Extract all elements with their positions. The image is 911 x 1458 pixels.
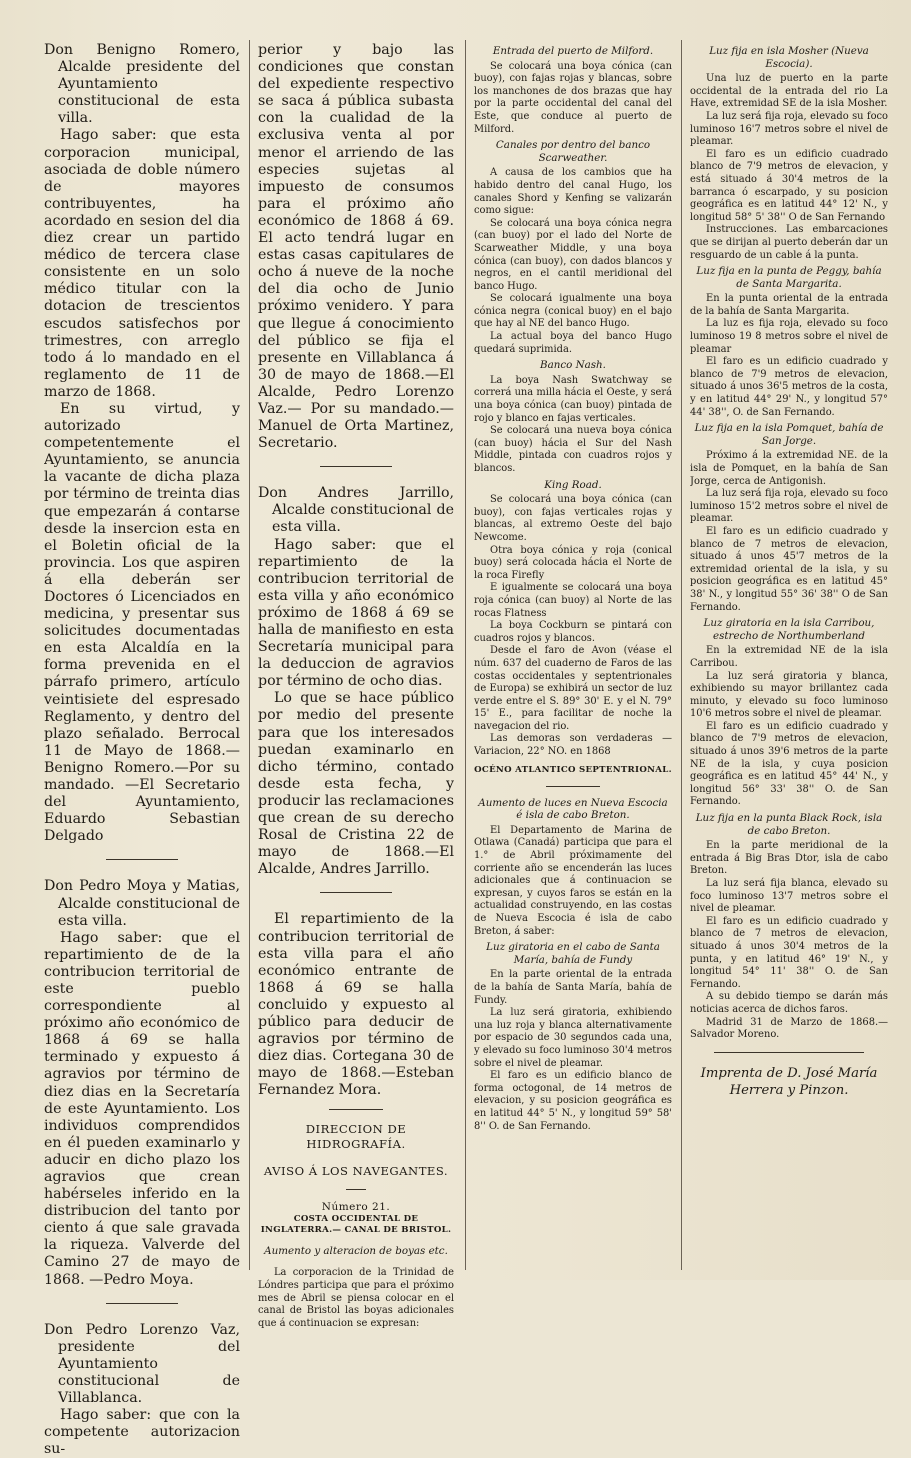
paragraph: E igualmente se colocará una boya roja cónica (can buoy) al Norte de las rocas Flatness [474,582,672,619]
paragraph: La actual boya del banco Hugo quedará suprimida. [474,331,672,355]
column-3 [474,42,672,1133]
paragraph: El faro es un edificio cuadrado blanco de 7'9 metros de elevacion, y está situado á 30'4 metros de la barranca ó escarpado, y su posicion geográfica es en latitud 44° 12' N., y longitud 58° 5' 38'' O de San Fernando [690,148,888,223]
paragraph: En la parte meridional de la entrada á Big Bras Dtor, isla de cabo Breton. [690,840,888,877]
paragraph: Hago saber: que con la competente autorizacion su- [44,1407,240,1458]
imprint-line-2: Herrera y Pinzon. [729,1082,849,1098]
paragraph: En la extremidad NE de la isla Carribou. [690,645,888,669]
column-2 [258,42,454,1330]
ocean-heading: OCÉNO ATLANTICO SEPTENTRIONAL. [474,764,672,775]
separator [546,786,600,787]
notice-heading: Don Benigno Romero, Alcalde presidente del Ayuntamiento constitucional de esta villa. [44,42,240,127]
paragraph: Hago saber: que el repartimiento de de la contribucion territorial de este pueblo correspondiente al próximo año económico de 1868 á 69 se halla terminado y expuesto á agravios por término de diez dias en la Secretaría de este Ayuntamiento. Los individuos comprendidos en él pueden examinarlo y aducir en dicho plazo los agravios que crean habérseles inferido en la distribucion del tanto por ciento á que sale gravada la riqueza. Valverde del Camino 27 de mayo de 1868. —Pedro Moya. [44,929,240,1288]
separator [106,859,178,860]
column-rule [249,40,250,1270]
column-rule [681,40,682,1270]
notice-heading: Don Andres Jarrillo, Alcalde constitucional de esta villa. [258,485,454,536]
paragraph: Desde el faro de Avon (véase el núm. 637 del cuaderno de Faros de las costas occidentales y septentrionales de Europa) se exhibirá un sector de luz verde entre el S. 89° 30' E. y el N. 79° 15' E., para facilitar de noche la navegacion del rio. [474,645,672,732]
paragraph: La luz será giratoria y blanca, exhibiendo su mayor brillantez cada minuto, y elevado su foco luminoso 10'6 metros sobre el nivel de pleamar. [690,670,888,720]
separator [320,466,392,467]
paragraph: El Departamento de Marina de Otlawa (Canadá) participa que para el 1.° de Abril próximamente del corriente año se encenderán las luces adicionales que á continuacion se expresan, y cuyos faros se están en la actualidad construyendo, en las costas de Nueva Escocia é isla de cabo Breton, á saber: [474,824,672,937]
subheading: Luz fija en la punta de Peggy, bahía de Santa Margarita. [696,265,882,290]
paragraph: La luz será fija blanca, elevado su foco luminoso 13'7 metros sobre el nivel de pleamar. [690,878,888,915]
paragraph: En la punta oriental de la entrada de la bahía de Santa Margarita. [690,293,888,317]
separator [106,1303,178,1304]
paragraph: Otra boya cónica y roja (conical buoy) será colocada hácia el Norte de la roca Firefly [474,544,672,581]
paragraph: Se colocará una boya cónica (can buoy), con fajas rojas y blancas, sobre los manchones de dos brazas que hay por la parte occidental del canal del Este, que conduce al puerto de Milford. [474,60,672,135]
section-title: DIRECCION DE HIDROGRAFÍA. [305,1122,407,1152]
separator [329,1109,383,1110]
notice-heading: Don Pedro Moya y Matias, Alcalde constitucional de esta villa. [44,878,240,929]
section-subtitle: AVISO Á LOS NAVEGANTES. [263,1164,449,1179]
subheading: Luz fija en isla Mosher (Nueva Escocia). [709,45,869,70]
paragraph: perior y bajo las condiciones que constan del expediente respectivo se saca á pública subasta con la cualidad de la exclusiva venta al por menor el arriendo de las especies sujetas al impuesto de consumos para el próximo año económico de 1868 á 69. El acto tendrá lugar en estas casas capitulares de ocho á nueve de la noche del dia ocho de Junio próximo venidero. Y para que llegue á conocimiento del público se fija el presente en Villablanca á 30 de mayo de 1868.—El Alcalde, Pedro Lorenzo Vaz.— Por su mandado.—Manuel de Orta Martinez, Secretario. [258,42,454,452]
notice-number: Número 21. [321,1201,391,1214]
paragraph: Hago saber: que el repartimiento de la contribucion territorial de esta villa y año económico próximo de 1868 á 69 se halla de manifiesto en esta Secretaría municipal para la deduccion de agravios por término de ocho dias. [258,536,454,690]
paragraph: El repartimiento de la contribucion territorial de esta villa para el año económico entrante de 1868 á 69 se halla concluido y expuesto al público para deducir de agravios por término de diez dias. Cortegana 30 de mayo de 1868.—Esteban Fernandez Mora. [258,911,454,1099]
paragraph: Se colocará igualmente una boya cónica negra (conical buoy) en el bajo que hay al NE del banco Hugo. [474,293,672,330]
column-1 [44,42,240,1458]
subheading: King Road. [544,478,602,491]
paragraph: Hago saber: que esta corporacion municipal, asociada de doble número de mayores contribuyentes, ha acordado en sesion del dia diez crear un partido médico de tercera clase consistente en un solo médico titular con la dotacion de trescientos escudos satisfechos por trimestres, con arreglo todo á lo mandado en el reglamento de 11 de marzo de 1868. [44,127,240,400]
subheading: Luz fija en la isla Pomquet, bahía de San Jorge. [694,422,884,447]
subheading: Aumento de luces en Nueva Escocia é isla de cabo Breton. [478,796,668,822]
separator [320,892,392,893]
paragraph: Se colocará una nueva boya cónica (can buoy) hácia el Sur del Nash Middle, pintada con cuadros rojos y blancos. [474,425,672,474]
paragraph: La boya Nash Swatchway se correrá una milla hácia el Oeste, y será una boya cónica (can buoy) pintada de rojo y blanco en fajas verticales. [474,374,672,424]
paragraph: La corporacion de la Trinidad de Lóndres participa que para el próximo mes de Abril se piensa colocar en el canal de Bristol las boyas adicionales que á continuacion se expresan: [258,1267,454,1329]
paragraph: La luz será giratoria, exhibiendo una luz roja y blanca alternativamente por espacio de 30 segundos cada una, y elevado su foco luminoso 30'4 metros sobre el nivel de pleamar. [474,1007,672,1069]
imprint-line-1: Imprenta de D. José María [700,1065,878,1081]
subheading: Aumento y alteracion de boyas etc. [264,1245,448,1258]
paragraph: El faro es un edificio cuadrado y blanco de 7'9 metros de elevacion, situado á unos 36'5 metros de la costa, y en latitud 44° 29' N., y longitud 57° 44' 38'', O. de San Fernando. [690,356,888,418]
coast-heading: COSTA OCCIDENTAL DE INGLATERRA.— CANAL DE BRISTOL. [260,1214,452,1236]
paragraph: La luz será fija roja, elevado su foco luminoso 16'7 metros sobre el nivel de pleamar. [690,110,888,148]
column-rule [465,40,466,1270]
notice-heading: Don Pedro Lorenzo Vaz, presidente del Ayuntamiento constitucional de Villablanca. [44,1321,240,1407]
separator [714,1052,864,1053]
paragraph: Instrucciones. Las embarcaciones que se dirijan al puerto deberán dar un resguardo de un cable á la punta. [690,224,888,261]
subheading: Entrada del puerto de Milford. [492,45,654,57]
subheading: Canales por dentro del banco Scarweather. [495,139,651,164]
signature: Madrid 31 de Marzo de 1868.— Salvador Moreno. [690,1016,888,1041]
paragraph: En su virtud, y autorizado competentemente el Ayuntamiento, se anuncia la vacante de dicha plaza por término de treinta dias que empezarán á contarse desde la insercion esta en el Boletin oficial de la provincia. Los que aspiren á ella deberán ser Doctores ó Licenciados en medicina, y presentar sus solicitudes documentadas en esta Alcaldía en la forma prevenida en el párrafo primero, artículo veintisiete del espresado Reglamento, y dentro del plazo señalado. Berrocal 11 de Mayo de 1868.—Benigno Romero.—Por su mandado. —El Secretario del Ayuntamiento, Eduardo Sebastian Delgado [44,400,240,845]
paragraph: Lo que se hace público por medio del presente para que los interesados puedan examinarlo en dicho término, contado desde esta fecha, y producir las reclamaciones que crean de su derecho Rosal de Cristina 22 de mayo de 1868.—El Alcalde, Andres Jarrillo. [258,690,454,878]
paragraph: A su debido tiempo se darán más noticias acerca de dichos faros. [690,991,888,1015]
paragraph: El faro es un edificio cuadrado y blanco de 7'9 metros de elevacion, situado á unos 39'6 metros de la parte NE de la isla, y cuya posicion geográfica es en latitud 45° 44' N., y longitud 56° 33' 38'' O. de San Fernando. [690,720,888,808]
paragraph: El faro es un edificio cuadrado y blanco de 7 metros de elevacion, situado á unos 45'7 metros de la extremidad oriental de la isla, y su posicion geográfica es en latitud 45° 38' N., y longitud 55° 36' 38'' O de San Fernando. [690,525,888,613]
paragraph: En la parte oriental de la entrada de la bahía de Santa María, bahía de Fundy. [474,969,672,1006]
column-4 [690,42,888,1099]
subheading: Luz fija en la punta Black Rock, isla de cabo Breton. [695,812,883,837]
paragraph: A causa de los cambios que ha habido dentro del canal Hugo, los canales Shord y Kenfing se valizarán como sigue: [474,167,672,217]
paragraph: El faro es un edificio cuadrado y blanco de 7 metros de elevacion, situado á unos 30'4 metros de la punta, y en latitud 46° 19' N., y longitud 54° 11' 38'' O. de San Fernando. [690,915,888,990]
subheading: Luz giratoria en la isla Carribou, estrecho de Northumberland [703,617,875,642]
subheading: Luz giratoria en el cabo de Santa María, bahía de Fundy [486,941,660,966]
paragraph: Se colocará una boya cónica negra (can buoy) por el lado del Norte de Scarweather Middle, y una boya cónica (can buoy), con dados blancos y negros, en el cantil meridional del banco Hugo. [474,217,672,292]
paragraph: Próximo á la extremidad NE. de la isla de Pomquet, en la bahía de San Jorge, cerca de Antigonish. [690,450,888,487]
paragraph: La luz será fija roja, elevado su foco luminoso 15'2 metros sobre el nivel de pleamar. [690,488,888,525]
subheading: Banco Nash. [540,359,606,372]
paragraph: Se colocará una boya cónica (can buoy), con fajas verticales rojas y blancas, al extremo Oeste del bajo Newcome. [474,494,672,543]
separator [346,1189,366,1190]
paragraph: La luz es fija roja, elevado su foco luminoso 19 8 metros sobre el nivel de pleamar [690,318,888,355]
paragraph: Las demoras son verdaderas —Variacion, 22° NO. en 1868 [474,733,672,758]
paragraph: Una luz de puerto en la parte occidental de la entrada del rio La Have, extremidad SE de la isla Mosher. [690,73,888,110]
paragraph: La boya Cockburn se pintará con cuadros rojos y blancos. [474,620,672,644]
paragraph: El faro es un edificio blanco de forma octogonal, de 14 metros de elevacion, y su posicion geográfica es en latitud 44° 5' N., y longitud 59° 58' 8'' O. de San Fernando. [474,1070,672,1132]
